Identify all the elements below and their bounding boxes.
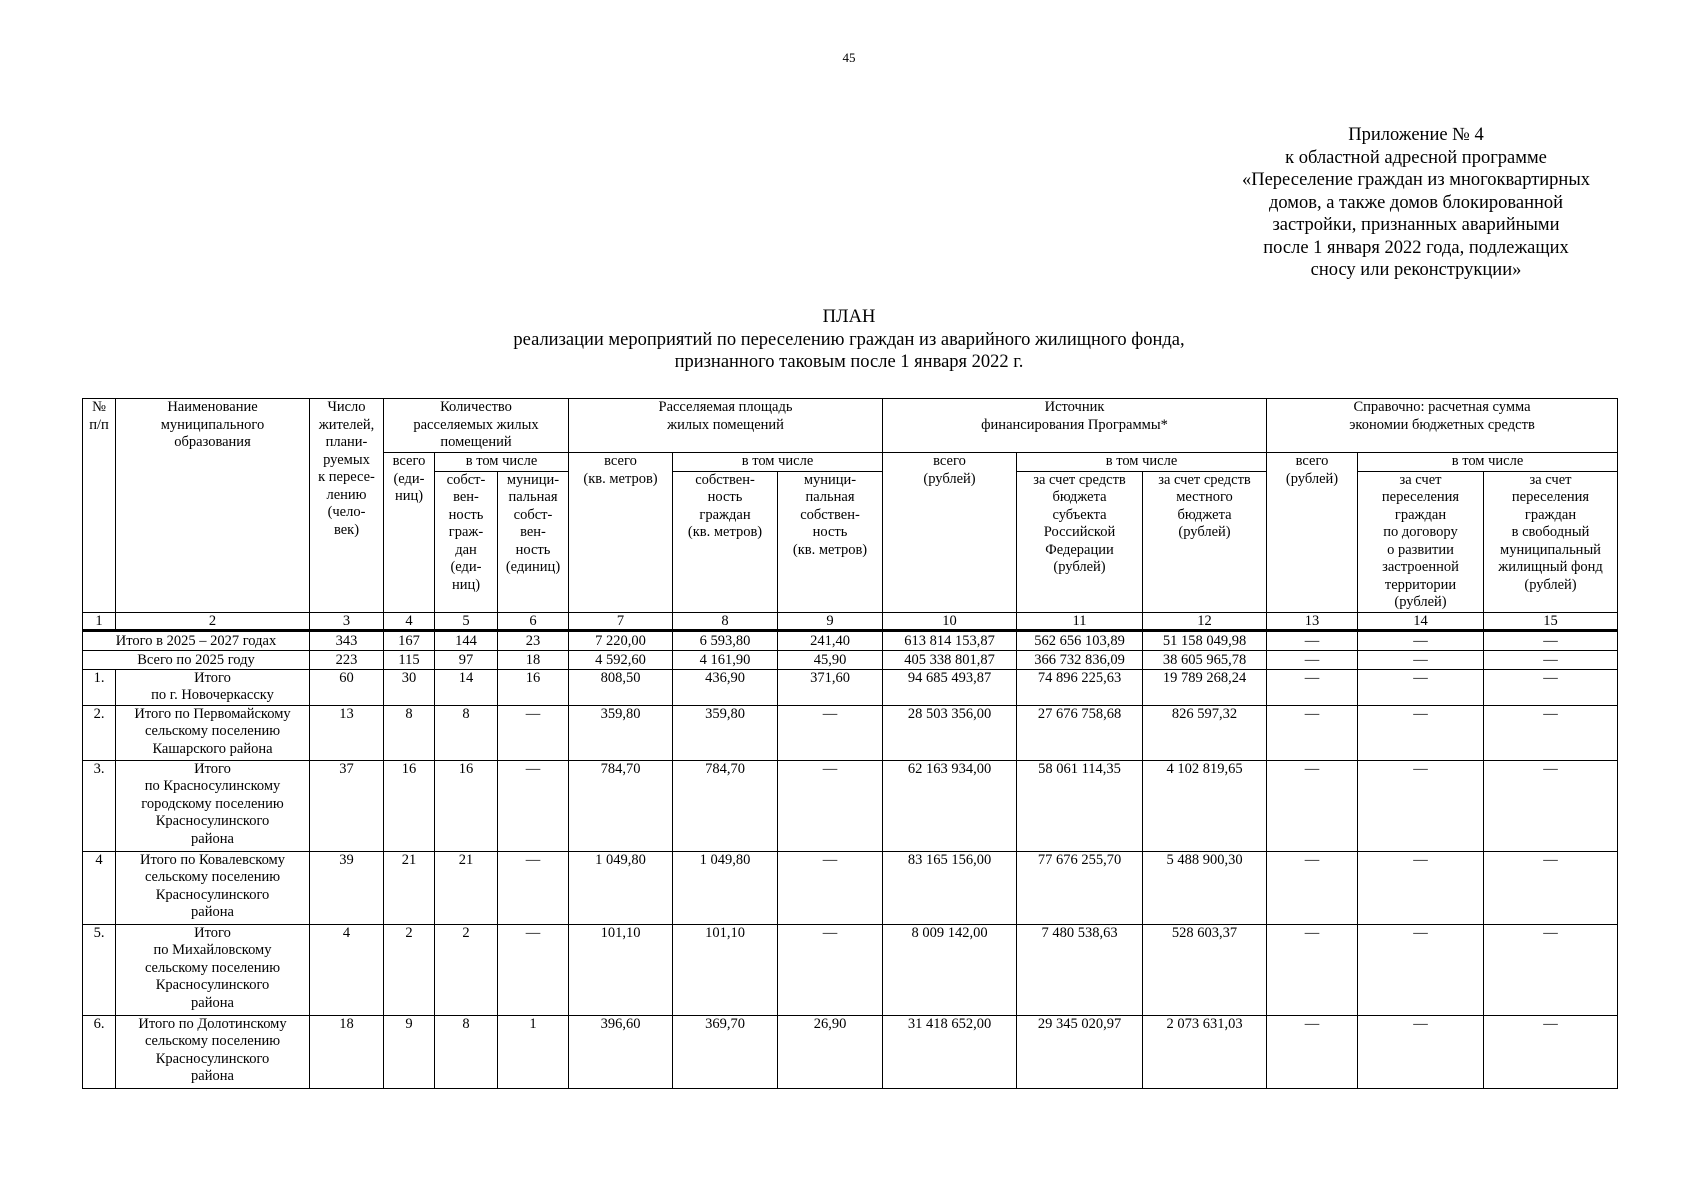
table-cell: — bbox=[1267, 705, 1358, 760]
municipality-name: Итого по г. Новочеркасску bbox=[116, 669, 310, 705]
header-finance-total: всего (рублей) bbox=[883, 453, 1017, 613]
table-cell: — bbox=[1484, 760, 1618, 851]
header-rooms-owned: собст- вен- ность граж- дан (еди- ниц) bbox=[435, 471, 498, 612]
table-cell: — bbox=[1484, 669, 1618, 705]
table-cell: 784,70 bbox=[569, 760, 673, 851]
header-rooms-municipal: муници- пальная собст- вен- ность (единиц) bbox=[498, 471, 569, 612]
table-cell: 8 bbox=[435, 1015, 498, 1088]
table-cell: — bbox=[498, 760, 569, 851]
table-row bbox=[83, 760, 1618, 851]
table-cell: 31 418 652,00 bbox=[883, 1015, 1017, 1088]
table-cell: — bbox=[778, 851, 883, 924]
column-number: 13 bbox=[1267, 612, 1358, 630]
header-in-that: в том числе bbox=[1017, 453, 1267, 472]
summary-cell: 366 732 836,09 bbox=[1017, 650, 1143, 669]
table-cell: — bbox=[1267, 669, 1358, 705]
table-cell: 58 061 114,35 bbox=[1017, 760, 1143, 851]
column-number: 3 bbox=[310, 612, 384, 630]
row-number: 4 bbox=[83, 851, 116, 924]
summary-cell: 115 bbox=[384, 650, 435, 669]
page-number: 45 bbox=[842, 50, 856, 65]
summary-cell: 562 656 103,89 bbox=[1017, 630, 1143, 650]
column-number: 5 bbox=[435, 612, 498, 630]
table-cell: 1 049,80 bbox=[569, 851, 673, 924]
table-cell: 369,70 bbox=[673, 1015, 778, 1088]
table-cell: 808,50 bbox=[569, 669, 673, 705]
table-cell: 359,80 bbox=[569, 705, 673, 760]
summary-cell: 4 592,60 bbox=[569, 650, 673, 669]
table-body bbox=[83, 630, 1618, 1088]
document-title bbox=[0, 306, 1698, 374]
table-cell: 1 049,80 bbox=[673, 851, 778, 924]
appendix-line: после 1 января 2022 года, подлежащих bbox=[1263, 237, 1569, 258]
table-cell: — bbox=[1267, 924, 1358, 1015]
column-number: 6 bbox=[498, 612, 569, 630]
summary-cell: 144 bbox=[435, 630, 498, 650]
row-number: 5. bbox=[83, 924, 116, 1015]
table-cell: 528 603,37 bbox=[1143, 924, 1267, 1015]
municipality-name: Итого по Долотинскому сельскому поселению Красносулинского района bbox=[116, 1015, 310, 1088]
appendix-line: Приложение № 4 bbox=[1348, 125, 1484, 145]
table-cell: 39 bbox=[310, 851, 384, 924]
column-number: 7 bbox=[569, 612, 673, 630]
column-number-row bbox=[83, 612, 1618, 630]
header-in-that: в том числе bbox=[673, 453, 883, 472]
row-number: 3. bbox=[83, 760, 116, 851]
table-cell: — bbox=[1484, 705, 1618, 760]
table-row bbox=[83, 924, 1618, 1015]
table-row bbox=[83, 1015, 1618, 1088]
summary-label: Всего по 2025 году bbox=[83, 650, 310, 669]
table-cell: 37 bbox=[310, 760, 384, 851]
table-cell: — bbox=[1267, 760, 1358, 851]
table-cell: 4 bbox=[310, 924, 384, 1015]
column-number: 2 bbox=[116, 612, 310, 630]
appendix-line: домов, а также домов блокированной bbox=[1268, 192, 1564, 213]
header-area-total: всего (кв. метров) bbox=[569, 453, 673, 613]
table-cell: 8 009 142,00 bbox=[883, 924, 1017, 1015]
header-savings-free-fund: за счет переселения граждан в свободный муниципальный жилищный фонд (рублей) bbox=[1484, 471, 1618, 612]
appendix-line: к областной адресной программе bbox=[1285, 147, 1547, 168]
table-cell: 27 676 758,68 bbox=[1017, 705, 1143, 760]
header-savings: Справочно: расчетная сумма экономии бюджетных средств bbox=[1267, 399, 1618, 453]
column-number: 12 bbox=[1143, 612, 1267, 630]
table-cell: 784,70 bbox=[673, 760, 778, 851]
table-cell: 21 bbox=[435, 851, 498, 924]
table-cell: 94 685 493,87 bbox=[883, 669, 1017, 705]
table-cell: — bbox=[1358, 1015, 1484, 1088]
municipality-name: Итого по Ковалевскому сельскому поселению Красносулинского района bbox=[116, 851, 310, 924]
column-number: 8 bbox=[673, 612, 778, 630]
summary-row bbox=[83, 630, 1618, 650]
summary-cell: 4 161,90 bbox=[673, 650, 778, 669]
title-subheading: признанного таковым после 1 января 2022 г. bbox=[674, 352, 1024, 372]
table-cell: 101,10 bbox=[673, 924, 778, 1015]
table-row bbox=[83, 669, 1618, 705]
row-number: 2. bbox=[83, 705, 116, 760]
table-cell: — bbox=[1484, 1015, 1618, 1088]
summary-cell: 51 158 049,98 bbox=[1143, 630, 1267, 650]
table-cell: — bbox=[498, 705, 569, 760]
table-cell: 1 bbox=[498, 1015, 569, 1088]
table-cell: 83 165 156,00 bbox=[883, 851, 1017, 924]
summary-cell: 7 220,00 bbox=[569, 630, 673, 650]
header-area-owned: собствен- ность граждан (кв. метров) bbox=[673, 471, 778, 612]
appendix-line: застройки, признанных аварийными bbox=[1272, 215, 1560, 235]
title-heading: ПЛАН bbox=[822, 307, 876, 327]
table-cell: 2 073 631,03 bbox=[1143, 1015, 1267, 1088]
table-cell: 7 480 538,63 bbox=[1017, 924, 1143, 1015]
header-savings-total: всего (рублей) bbox=[1267, 453, 1358, 613]
table-cell: 371,60 bbox=[778, 669, 883, 705]
table-cell: 74 896 225,63 bbox=[1017, 669, 1143, 705]
table-cell: 16 bbox=[498, 669, 569, 705]
header-finance-subject: за счет средств бюджета субъекта Российской Федерации (рублей) bbox=[1017, 471, 1143, 612]
table-cell: 16 bbox=[435, 760, 498, 851]
table-cell: — bbox=[1358, 924, 1484, 1015]
table-cell: 26,90 bbox=[778, 1015, 883, 1088]
summary-cell: — bbox=[1484, 630, 1618, 650]
table-cell: 18 bbox=[310, 1015, 384, 1088]
table-cell: 4 102 819,65 bbox=[1143, 760, 1267, 851]
summary-cell: 18 bbox=[498, 650, 569, 669]
table-cell: 29 345 020,97 bbox=[1017, 1015, 1143, 1088]
table-cell: — bbox=[1267, 1015, 1358, 1088]
table-cell: 5 488 900,30 bbox=[1143, 851, 1267, 924]
table-cell: — bbox=[778, 705, 883, 760]
summary-cell: 241,40 bbox=[778, 630, 883, 650]
municipality-name: Итого по Красносулинскому городскому поселению Красносулинского района bbox=[116, 760, 310, 851]
table-cell: 13 bbox=[310, 705, 384, 760]
header-in-that: в том числе bbox=[435, 453, 569, 472]
table-cell: 2 bbox=[384, 924, 435, 1015]
header-savings-contract: за счет переселения граждан по договору о развитии застроенной территории (рублей) bbox=[1358, 471, 1484, 612]
table-row bbox=[83, 705, 1618, 760]
column-number: 15 bbox=[1484, 612, 1618, 630]
header-number: № п/п bbox=[83, 399, 116, 613]
table-cell: 28 503 356,00 bbox=[883, 705, 1017, 760]
summary-row bbox=[83, 650, 1618, 669]
table-cell: — bbox=[778, 760, 883, 851]
summary-cell: 405 338 801,87 bbox=[883, 650, 1017, 669]
summary-cell: 38 605 965,78 bbox=[1143, 650, 1267, 669]
table-cell: 62 163 934,00 bbox=[883, 760, 1017, 851]
summary-cell: 343 bbox=[310, 630, 384, 650]
column-number: 11 bbox=[1017, 612, 1143, 630]
header-rooms-total: всего (еди- ниц) bbox=[384, 453, 435, 613]
table-cell: — bbox=[498, 851, 569, 924]
table-cell: — bbox=[498, 924, 569, 1015]
table-cell: 77 676 255,70 bbox=[1017, 851, 1143, 924]
column-number: 10 bbox=[883, 612, 1017, 630]
table-cell: 396,60 bbox=[569, 1015, 673, 1088]
summary-cell: — bbox=[1484, 650, 1618, 669]
table-cell: — bbox=[1484, 924, 1618, 1015]
summary-cell: 6 593,80 bbox=[673, 630, 778, 650]
summary-cell: — bbox=[1358, 630, 1484, 650]
table-cell: — bbox=[1358, 851, 1484, 924]
header-municipality: Наименование муниципального образования bbox=[116, 399, 310, 613]
summary-cell: 613 814 153,87 bbox=[883, 630, 1017, 650]
table-cell: 30 bbox=[384, 669, 435, 705]
column-number: 14 bbox=[1358, 612, 1484, 630]
table-cell: 19 789 268,24 bbox=[1143, 669, 1267, 705]
header-area-municipal: муници- пальная собствен- ность (кв. метров) bbox=[778, 471, 883, 612]
table-cell: 101,10 bbox=[569, 924, 673, 1015]
table-cell: 14 bbox=[435, 669, 498, 705]
table-cell: — bbox=[1358, 760, 1484, 851]
row-number: 6. bbox=[83, 1015, 116, 1088]
table-cell: 9 bbox=[384, 1015, 435, 1088]
header-in-that: в том числе bbox=[1358, 453, 1618, 472]
header-finance-local: за счет средств местного бюджета (рублей) bbox=[1143, 471, 1267, 612]
summary-cell: 45,90 bbox=[778, 650, 883, 669]
column-number: 1 bbox=[83, 612, 116, 630]
summary-cell: — bbox=[1267, 650, 1358, 669]
table-cell: 826 597,32 bbox=[1143, 705, 1267, 760]
header-area: Расселяемая площадь жилых помещений bbox=[569, 399, 883, 453]
summary-cell: 167 bbox=[384, 630, 435, 650]
table-cell: — bbox=[778, 924, 883, 1015]
summary-cell: 23 bbox=[498, 630, 569, 650]
table-cell: 436,90 bbox=[673, 669, 778, 705]
table-cell: 60 bbox=[310, 669, 384, 705]
appendix-note bbox=[1216, 124, 1616, 282]
header-residents: Число жителей, плани- руемых к пересе- лению (чело- век) bbox=[310, 399, 384, 613]
table-cell: — bbox=[1267, 851, 1358, 924]
summary-cell: — bbox=[1358, 650, 1484, 669]
appendix-line: «Переселение граждан из многоквартирных bbox=[1241, 170, 1591, 190]
summary-cell: 223 bbox=[310, 650, 384, 669]
table-cell: 8 bbox=[435, 705, 498, 760]
table-cell: 359,80 bbox=[673, 705, 778, 760]
column-number: 4 bbox=[384, 612, 435, 630]
title-subheading: реализации мероприятий по переселению граждан из аварийного жилищного фонда, bbox=[513, 329, 1185, 350]
table-cell: 8 bbox=[384, 705, 435, 760]
summary-cell: 97 bbox=[435, 650, 498, 669]
table-cell: 21 bbox=[384, 851, 435, 924]
municipality-name: Итого по Михайловскому сельскому поселению Красносулинского района bbox=[116, 924, 310, 1015]
table-cell: — bbox=[1358, 705, 1484, 760]
header-rooms: Количество расселяемых жилых помещений bbox=[384, 399, 569, 453]
table-cell: 2 bbox=[435, 924, 498, 1015]
municipality-name: Итого по Первомайскому сельскому поселению Кашарского района bbox=[116, 705, 310, 760]
plan-table bbox=[82, 398, 1618, 1089]
table-cell: — bbox=[1484, 851, 1618, 924]
summary-label: Итого в 2025 – 2027 годах bbox=[83, 630, 310, 650]
summary-cell: — bbox=[1267, 630, 1358, 650]
column-number: 9 bbox=[778, 612, 883, 630]
row-number: 1. bbox=[83, 669, 116, 705]
table-cell: 16 bbox=[384, 760, 435, 851]
appendix-line: сносу или реконструкции» bbox=[1310, 260, 1522, 280]
header-finance: Источник финансирования Программы* bbox=[883, 399, 1267, 453]
table-cell: — bbox=[1358, 669, 1484, 705]
table-row bbox=[83, 851, 1618, 924]
